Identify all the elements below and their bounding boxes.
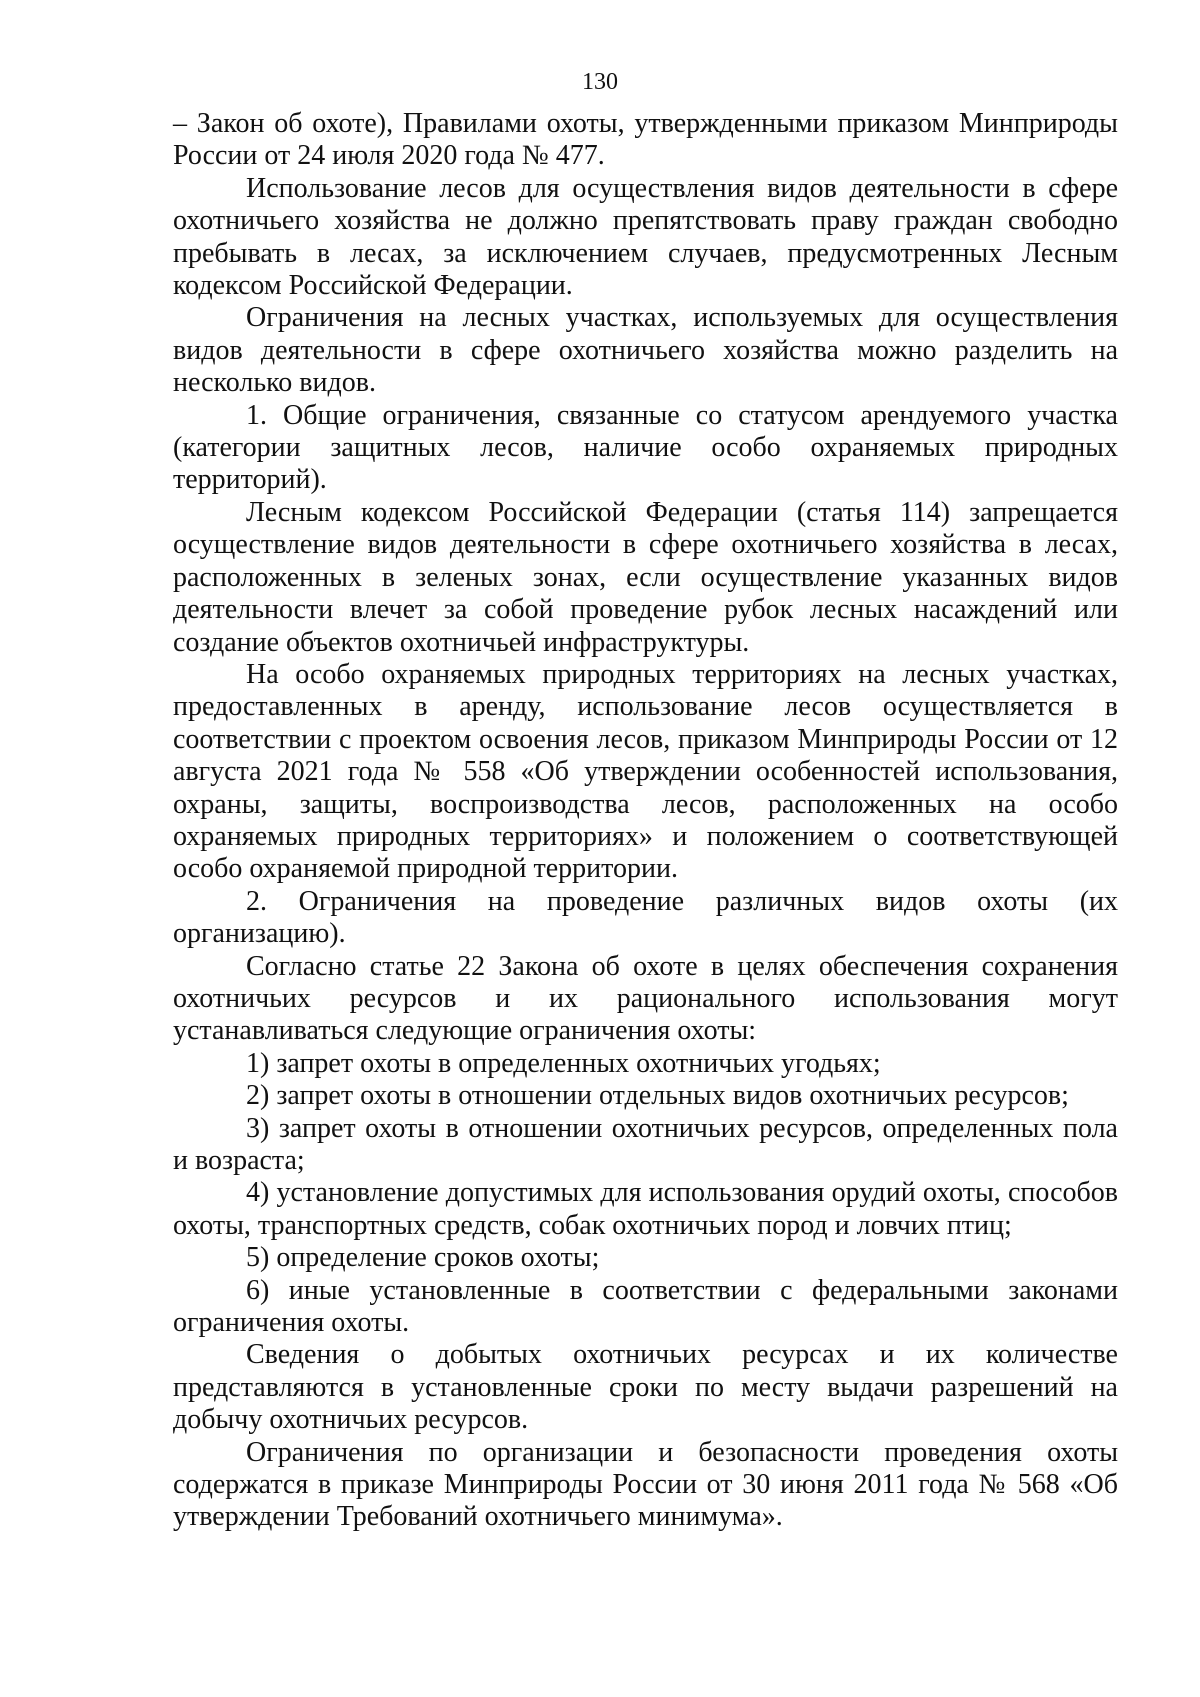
paragraph: Ограничения по организации и безопасности проведения охоты содержатся в приказе Минприроды России от 30 июня 2011 года № 568 «Об утверждении Требований охотничьего минимума». <box>173 1436 1118 1533</box>
paragraph: 1. Общие ограничения, связанные со статусом арендуемого участка (категории защитных лесов, наличие особо охраняемых природных территорий). <box>173 399 1118 496</box>
list-item: 6) иные установленные в соответствии с федеральными законами ограничения охоты. <box>173 1274 1118 1339</box>
document-body <box>173 108 1118 1534</box>
paragraph: Сведения о добытых охотничьих ресурсах и их количестве представляются в установленные сроки по месту выдачи разрешений на добычу охотничьих ресурсов. <box>173 1339 1118 1436</box>
list-item: 2) запрет охоты в отношении отдельных видов охотничьих ресурсов; <box>246 1080 1069 1112</box>
paragraph: 2. Ограничения на проведение различных видов охоты (их организацию). <box>173 885 1118 950</box>
list-item: 4) установление допустимых для использования орудий охоты, способов охоты, транспортных средств, собак охотничьих пород и ловчих птиц; <box>173 1177 1118 1241</box>
page-number: 130 <box>582 69 618 95</box>
paragraph: Использование лесов для осуществления видов деятельности в сфере охотничьего хозяйства не должно препятствовать праву граждан свободно пребывать в лесах, за исключением случаев, предусмотренных Лесным кодексом Российской Федерации. <box>173 172 1118 302</box>
paragraph: Ограничения на лесных участках, используемых для осуществления видов деятельности в сфере охотничьего хозяйства можно разделить на несколько видов. <box>173 302 1118 399</box>
list-item: 5) определение сроков охоты; <box>246 1242 600 1274</box>
list-item: 1) запрет охоты в определенных охотничьих угодьях; <box>246 1047 881 1079</box>
list-item: 3) запрет охоты в отношении охотничьих ресурсов, определенных пола и возраста; <box>173 1112 1118 1176</box>
paragraph: Лесным кодексом Российской Федерации (статья 114) запрещается осуществление видов деятельности в сфере охотничьего хозяйства в лесах, расположенных в зеленых зонах, если осуществление указанных видов деятельности влечет за собой проведение рубок лесных насаждений или создание объектов охотничьей инфраструктуры. <box>173 496 1118 658</box>
paragraph: На особо охраняемых природных территориях на лесных участках, предоставленных в аренду, использование лесов осуществляется в соответствии с проектом освоения лесов, приказом Минприроды России от 12 августа 2021 года № 558 «Об утверждении особенностей использования, охраны, защиты, воспроизводства лесов, расположенных на особо охраняемых природных территориях» и положением о соответствующей особо охраняемой природной территории. <box>173 658 1118 885</box>
paragraph-continuation: – Закон об охоте), Правилами охоты, утвержденными приказом Минприроды России от 24 июля 2020 года № 477. <box>173 108 1118 172</box>
paragraph: Согласно статье 22 Закона об охоте в целях обеспечения сохранения охотничьих ресурсов и их рационального использования могут устанавливаться следующие ограничения охоты: <box>173 950 1118 1047</box>
